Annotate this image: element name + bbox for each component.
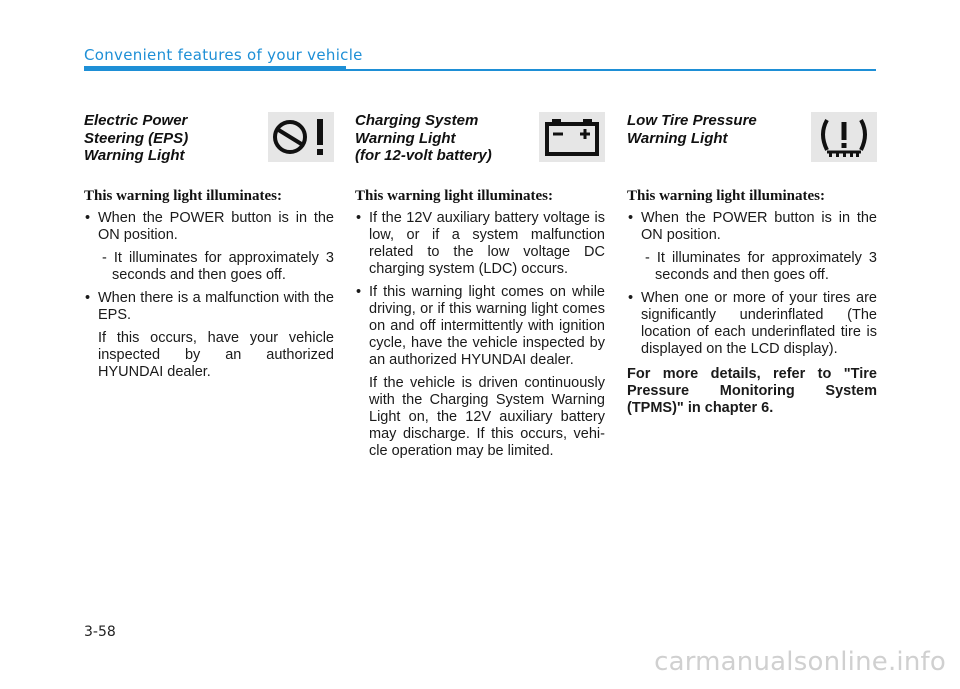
tire-pressure-warning-icon [811, 112, 877, 162]
header-accent-bar [84, 66, 346, 71]
charging-section [355, 112, 605, 466]
battery-warning-icon [539, 112, 605, 162]
page-number: 3-58 [84, 624, 116, 640]
list-item: • If this warning light comes on while driving, or if this warning light comes on and off intermittently with ignition cycle, have the vehicle inspected by an authorized HYUNDAI dealer. [355, 284, 605, 369]
list-subitem: - It illuminates for approximately 3 seconds and then goes off. [645, 250, 877, 283]
list-paragraph: If this occurs, have your vehicle inspected by an authorized HYUNDAI dealer. [98, 330, 334, 380]
tire-pressure-heading: Low Tire Pressure Warning Light [627, 112, 757, 147]
watermark: carmanualsonline.info [654, 647, 946, 677]
list-item: • When the POWER button is in the ON position. [84, 210, 334, 244]
list-item: • When the POWER button is in the ON position. [627, 210, 877, 244]
illuminates-label: This warning light illuminates: [627, 188, 825, 204]
eps-heading: Electric Power Steering (EPS) Warning Light [84, 112, 189, 164]
reference-note: For more details, refer to "Tire Pressure Monitoring System (TPMS)" in chapter 6. [627, 366, 877, 416]
list-item: • When there is a malfunction with the EPS. [84, 290, 334, 324]
list-item: • When one or more of your tires are significantly underinflated (The location of each underinflated tire is displayed on the LCD display). [627, 290, 877, 358]
list-subitem: - It illuminates for approximately 3 seconds and then goes off. [102, 250, 334, 283]
steering-warning-icon [268, 112, 334, 162]
list-paragraph: If the vehicle is driven continuously with the Charging System Warning Light on, the 12V auxiliary battery may discharge. If this occurs, vehi-cle operation may be limited. [369, 375, 605, 459]
tire-pressure-section [627, 112, 877, 417]
eps-section [84, 112, 334, 387]
list-item: • If the 12V auxiliary battery voltage is low, or if a system malfunction related to the low voltage DC charging system (LDC) occurs. [355, 210, 605, 278]
header-rule [346, 69, 876, 71]
charging-heading: Charging System Warning Light (for 12-volt battery) [355, 112, 492, 164]
illuminates-label: This warning light illuminates: [84, 188, 282, 204]
section-title: Convenient features of your vehicle [84, 46, 363, 64]
illuminates-label: This warning light illuminates: [355, 188, 553, 204]
